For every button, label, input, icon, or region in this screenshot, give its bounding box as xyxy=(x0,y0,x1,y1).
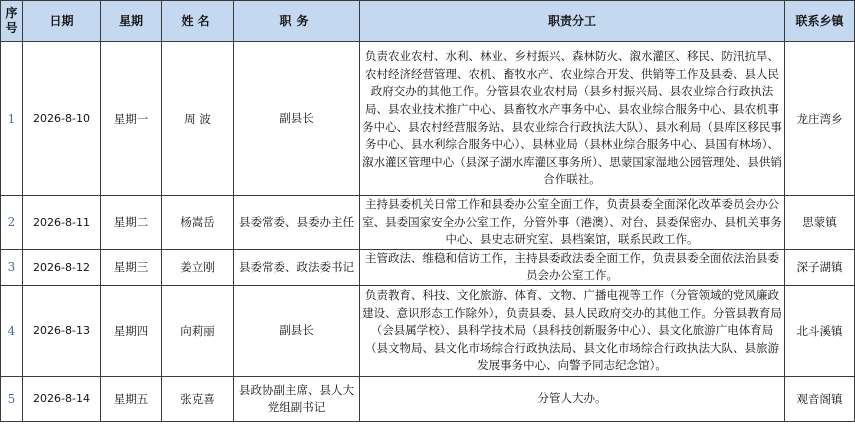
row-position: 县委常委、政法委书记 xyxy=(234,249,360,285)
table-row xyxy=(1,285,855,376)
row-weekday: 星期一 xyxy=(101,42,162,196)
table-row xyxy=(1,42,855,196)
row-duties: 负责教育、科技、文化旅游、体育、文物、广播电视等工作（分管领域的党风廉政建设、意识形态工作除外），负责县委、县人民政府交办的其他工作。分管县教育局（会县属学校）、县科学技术局（县科技创新服务中心）、县文化旅游广电体育局（县文物局、县文化市场综合行政执法局、县文化市场综合行政执法大队、县旅游发展事务中心、向警予同志纪念馆）。 xyxy=(360,285,785,376)
header-contact: 联系乡镇 xyxy=(785,1,855,42)
header-position: 职务 xyxy=(234,1,360,42)
row-contact: 深子湖镇 xyxy=(785,249,855,285)
row-position: 县委常委、县委办主任 xyxy=(234,196,360,250)
row-position: 副县长 xyxy=(234,42,360,196)
row-duties: 主管政法、维稳和信访工作，主持县委政法委全面工作，负责县委全面依法治县委员会办公室工作。 xyxy=(360,249,785,285)
row-duties: 分管人大办。 xyxy=(360,376,785,421)
row-date: 2026-8-12 xyxy=(23,249,101,285)
row-duties: 主持县委机关日常工作和县委办公室全面工作，负责县委全面深化改革委员会办公室、县委国家安全办公室工作，分管外事（港澳）、对台、县委保密办、县机关事务中心、县史志研究室、县档案馆，联系民政工作。 xyxy=(360,196,785,250)
header-weekday: 星期 xyxy=(101,1,162,42)
row-position: 副县长 xyxy=(234,285,360,376)
row-name: 姜立刚 xyxy=(162,249,234,285)
row-seq: 4 xyxy=(1,285,23,376)
row-position: 县政协副主席、县人大党组副书记 xyxy=(234,376,360,421)
row-date: 2026-8-11 xyxy=(23,196,101,250)
table-row xyxy=(1,249,855,285)
row-weekday: 星期五 xyxy=(101,376,162,421)
row-seq: 1 xyxy=(1,42,23,196)
table-row xyxy=(1,196,855,250)
row-duties: 负责农业农村、水利、林业、乡村振兴、森林防火、溆水灌区、移民、防汛抗旱、农村经济经营管理、农机、畜牧水产、农业综合开发、供销等工作及县委、县人民政府交办的其他工作。分管县农业农村局（县乡村振兴局、县农业综合行政执法局、县农业技术推广中心、县畜牧水产事务中心、县农业综合服务中心、县农机事务中心、县农村经营服务站、县农业综合行政执法大队）、县水利局（县库区移民事务中心、县水利综合服务中心）、县林业局（县林业综合服务中心、县国有林场）、溆水灌区管理中心（县深子湖水库灌区事务所）、思蒙国家湿地公园管理处、县供销合作联社。 xyxy=(360,42,785,196)
row-seq: 2 xyxy=(1,196,23,250)
header-name: 姓名 xyxy=(162,1,234,42)
row-weekday: 星期三 xyxy=(101,249,162,285)
header-duties: 职责分工 xyxy=(360,1,785,42)
row-seq: 5 xyxy=(1,376,23,421)
row-weekday: 星期四 xyxy=(101,285,162,376)
table-row xyxy=(1,376,855,421)
row-date: 2026-8-13 xyxy=(23,285,101,376)
row-name: 向莉丽 xyxy=(162,285,234,376)
row-name: 张克喜 xyxy=(162,376,234,421)
row-weekday: 星期二 xyxy=(101,196,162,250)
row-contact: 北斗溪镇 xyxy=(785,285,855,376)
header-seq: 序号 xyxy=(1,1,23,42)
row-contact: 思蒙镇 xyxy=(785,196,855,250)
row-date: 2026-8-14 xyxy=(23,376,101,421)
row-seq: 3 xyxy=(1,249,23,285)
row-contact: 观音阁镇 xyxy=(785,376,855,421)
header-date: 日期 xyxy=(23,1,101,42)
row-date: 2026-8-10 xyxy=(23,42,101,196)
row-contact: 龙庄湾乡 xyxy=(785,42,855,196)
row-name: 杨嵩岳 xyxy=(162,196,234,250)
header-row xyxy=(1,1,855,42)
row-name: 周 波 xyxy=(162,42,234,196)
